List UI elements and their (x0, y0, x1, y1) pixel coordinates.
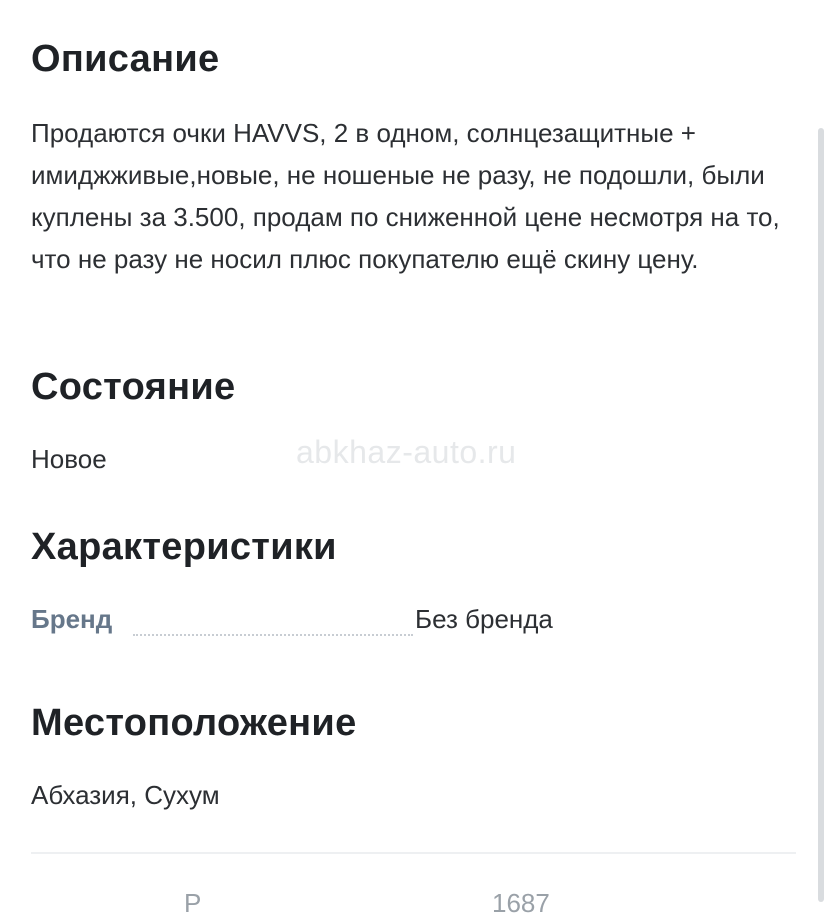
section-divider (31, 852, 796, 854)
condition-value: Новое (31, 444, 107, 474)
spec-dotted-leader (133, 634, 413, 636)
specs-heading: Характеристики (31, 526, 337, 568)
scrollbar[interactable] (818, 128, 824, 902)
watermark: abkhaz-auto.ru (296, 434, 517, 470)
footer-number: 1687 (492, 888, 550, 918)
description-text: Продаются очки HAVVS, 2 в одном, солнцезащитные + имиджживые,новые, не ношеные не разу, не подошли, были куплены за 3.500, продам по сниженной цене несмотря на то, что не разу не носил плюс покупателю ещё скину цену. (31, 118, 780, 274)
location-value[interactable]: Абхазия, Сухум (31, 780, 220, 810)
condition-heading: Состояние (31, 366, 236, 408)
footer-text: Р (184, 888, 202, 918)
spec-row-brand (31, 604, 796, 640)
description-heading: Описание (31, 38, 220, 80)
location-heading: Местоположение (31, 702, 357, 744)
spec-key-brand: Бренд (31, 604, 113, 634)
spec-value-brand: Без бренда (415, 604, 553, 634)
